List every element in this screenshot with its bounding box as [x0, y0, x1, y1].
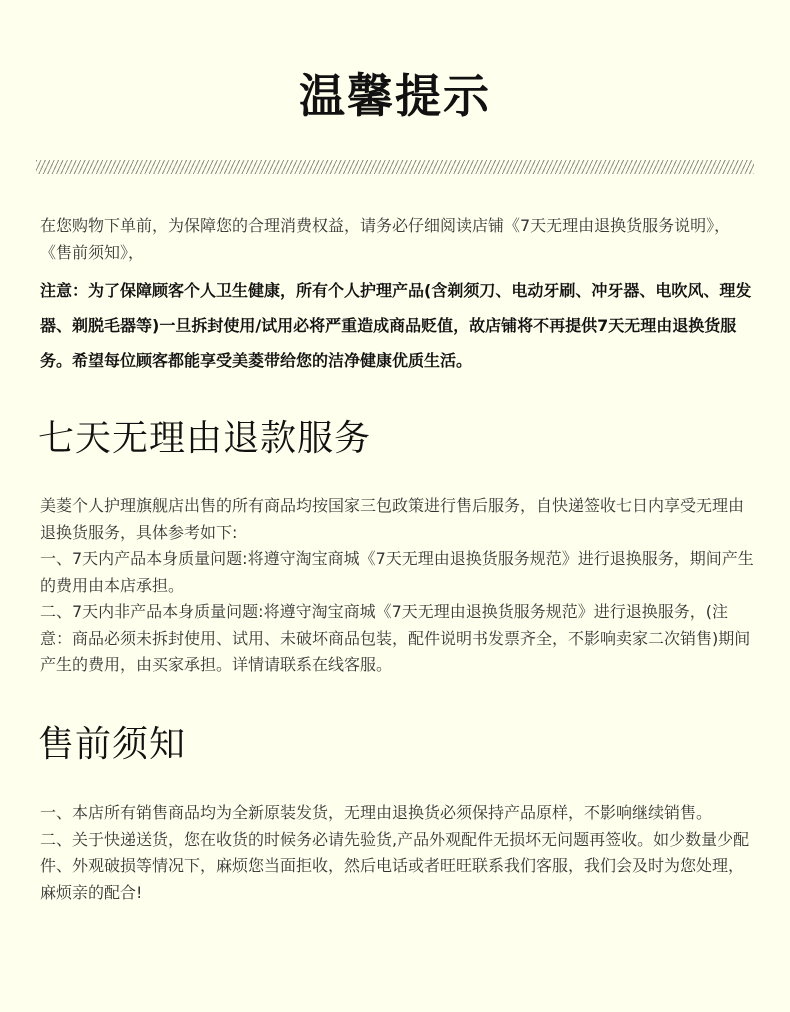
- refund-section-heading: 七天无理由退款服务: [38, 418, 372, 459]
- hatched-divider: [36, 160, 754, 174]
- page-title: 温馨提示: [299, 69, 491, 123]
- intro-text: 在您购物下单前，为保障您的合理消费权益，请务必仔细阅读店铺《7天无理由退换货服务说明》，《售前须知》，: [40, 216, 731, 262]
- presale-paragraph: 一、本店所有销售商品均为全新原装发货，无理由退换货必须保持产品原样，不影响继续销售。: [40, 803, 713, 822]
- refund-paragraph: 二、7天内非产品本身质量问题:将遵守淘宝商城《7天无理由退换货服务规范》进行退换服务，(注意：商品必须未拆封使用、试用、未破坏商品包装，配件说明书发票齐全，不影响卖家二次销售)期间产生的费用，由买家承担。详情请联系在线客服。: [40, 602, 751, 674]
- presale-section-heading: 售前须知: [38, 724, 187, 765]
- refund-paragraph: 美菱个人护理旗舰店出售的所有商品均按国家三包政策进行售后服务，自快递签收七日内享受无理由退换货服务，具体参考如下:: [40, 496, 745, 542]
- refund-paragraph: 一、7天内产品本身质量问题:将遵守淘宝商城《7天无理由退换货服务规范》进行退换服务，期间产生的费用由本店承担。: [40, 549, 754, 595]
- notice-text: 注意：为了保障顾客个人卫生健康，所有个人护理产品(含剃须刀、电动牙刷、冲牙器、电吹风、理发器、剃脱毛器等)一旦拆封使用/试用必将严重造成商品贬值，故店铺将不再提供7天无理由退换货服务。希望每位顾客都能享受美菱带给您的洁净健康优质生活。: [40, 281, 752, 370]
- refund-section-body: [40, 493, 756, 679]
- presale-section-body: [40, 800, 756, 906]
- presale-paragraph: 二、关于快递送货，您在收货的时候务必请先验货,产品外观配件无损坏无问题再签收。如少数量少配件、外观破损等情况下，麻烦您当面拒收，然后电话或者旺旺联系我们客服，我们会及时为您处理，麻烦亲的配合!: [40, 829, 750, 902]
